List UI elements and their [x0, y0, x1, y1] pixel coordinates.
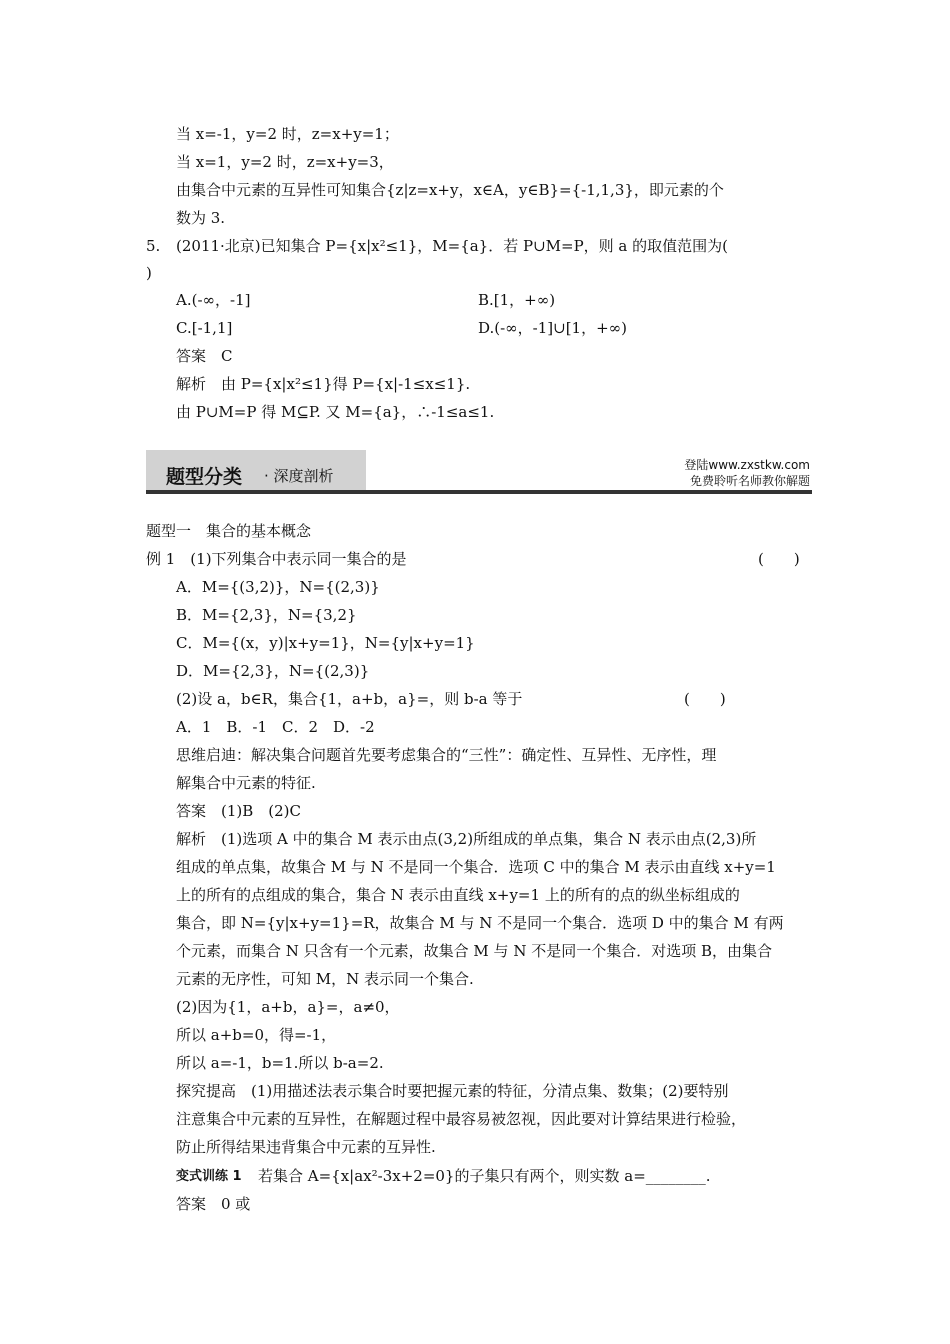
analysis-line: 所以 a+b=0，得=-1，	[176, 1026, 337, 1044]
text-line: 数为 3.	[176, 209, 226, 227]
option-c: C．M={(x，y)|x+y=1}，N={y|x+y=1}	[176, 634, 475, 652]
variant-label: 变式训练 1	[176, 1169, 242, 1184]
banner-site-tagline: 免费聆听名师教你解题	[689, 474, 810, 488]
insight-line: 防止所得结果违背集合中元素的互异性.	[176, 1138, 436, 1156]
banner-rule	[146, 490, 812, 494]
analysis-line: (2)因为{1，a+b，a}=，a≠0，	[176, 998, 400, 1016]
answer: 答案 C	[176, 347, 233, 365]
insight-line: 注意集合中元素的互异性，在解题过程中最容易被忽视，因此要对计算结果进行检验，	[176, 1110, 747, 1128]
text-line: 由集合中元素的互异性可知集合{z|z=x+y，x∈A，y∈B}={-1,1,3}，即元素的个	[176, 181, 724, 199]
options-row: A．1 B．-1 C．2 D．-2	[176, 718, 375, 736]
option-d: D.(-∞，-1]∪[1，+∞)	[478, 319, 628, 337]
analysis-line: 个元素，而集合 N 只含有一个元素，故集合 M 与 N 不是同一个集合．对选项 B，由集合	[176, 942, 773, 960]
example-stem: (2)设 a，b∈R，集合{1，a+b，a}=，则 b-a 等于	[176, 690, 523, 708]
analysis-line: 由 P∪M=P 得 M⊆P. 又 M={a}，∴-1≤a≤1.	[176, 403, 495, 421]
option-a: A.(-∞，-1]	[176, 291, 251, 309]
example-stem: 例 1 (1)下列集合中表示同一集合的是	[146, 550, 407, 568]
option-a: A．M={(3,2)}，N={(2,3)}	[176, 578, 380, 596]
analysis-line: 组成的单点集，故集合 M 与 N 不是同一个集合．选项 C 中的集合 M 表示由直线 x+y=1	[176, 858, 776, 876]
banner-title: 题型分类	[166, 466, 243, 488]
idea-line: 解集合中元素的特征.	[176, 774, 316, 792]
section-heading: 题型一 集合的基本概念	[146, 522, 312, 540]
insight-line: 探究提高 (1)用描述法表示集合时要把握元素的特征，分清点集、数集；(2)要特别	[176, 1082, 729, 1100]
answer: 答案 (1)B (2)C	[176, 802, 301, 820]
analysis-line: 上的所有的点组成的集合，集合 N 表示由直线 x+y=1 上的所有的点的纵坐标组成的	[176, 886, 740, 904]
question-number: 5.	[146, 237, 161, 255]
text-line: 当 x=1，y=2 时，z=x+y=3，	[176, 153, 394, 171]
banner-subtitle: · 深度剖析	[264, 467, 334, 485]
option-b: B．M={2,3}，N={3,2}	[176, 606, 357, 624]
banner-site-link[interactable]: 登陆www.zxstkw.com	[684, 458, 810, 472]
idea-line: 思维启迪：解决集合问题首先要考虑集合的“三性”：确定性、互异性、无序性，理	[176, 746, 717, 764]
answer: 答案 0 或	[176, 1195, 251, 1213]
analysis-line: 元素的无序性，可知 M，N 表示同一个集合.	[176, 970, 474, 988]
question-stem: (2011·北京)已知集合 P={x|x²≤1}，M={a}．若 P∪M=P，则 a 的取值范围为(	[176, 237, 728, 255]
variant-question: 若集合 A={x|ax²-3x+2=0}的子集只有两个，则实数 a=________.	[258, 1167, 711, 1185]
answer-paren: ( )	[684, 690, 726, 708]
section-banner	[146, 450, 812, 496]
option-d: D．M={2,3}，N={(2,3)}	[176, 662, 370, 680]
analysis-line: 解析 (1)选项 A 中的集合 M 表示由点(3,2)所组成的单点集，集合 N 表示由点(2,3)所	[176, 830, 757, 848]
analysis-line: 所以 a=-1，b=1.所以 b-a=2.	[176, 1054, 384, 1072]
analysis-line: 解析 由 P={x|x²≤1}得 P={x|-1≤x≤1}.	[176, 375, 471, 393]
option-c: C.[-1,1]	[176, 319, 233, 337]
option-b: B.[1，+∞)	[478, 291, 556, 309]
question-stem-end: )	[146, 264, 152, 282]
answer-paren: ( )	[758, 550, 800, 568]
analysis-line: 集合，即 N={y|x+y=1}=R，故集合 M 与 N 不是同一个集合．选项 D 中的集合 M 有两	[176, 914, 784, 932]
text-line: 当 x=-1，y=2 时，z=x+y=1；	[176, 125, 399, 143]
